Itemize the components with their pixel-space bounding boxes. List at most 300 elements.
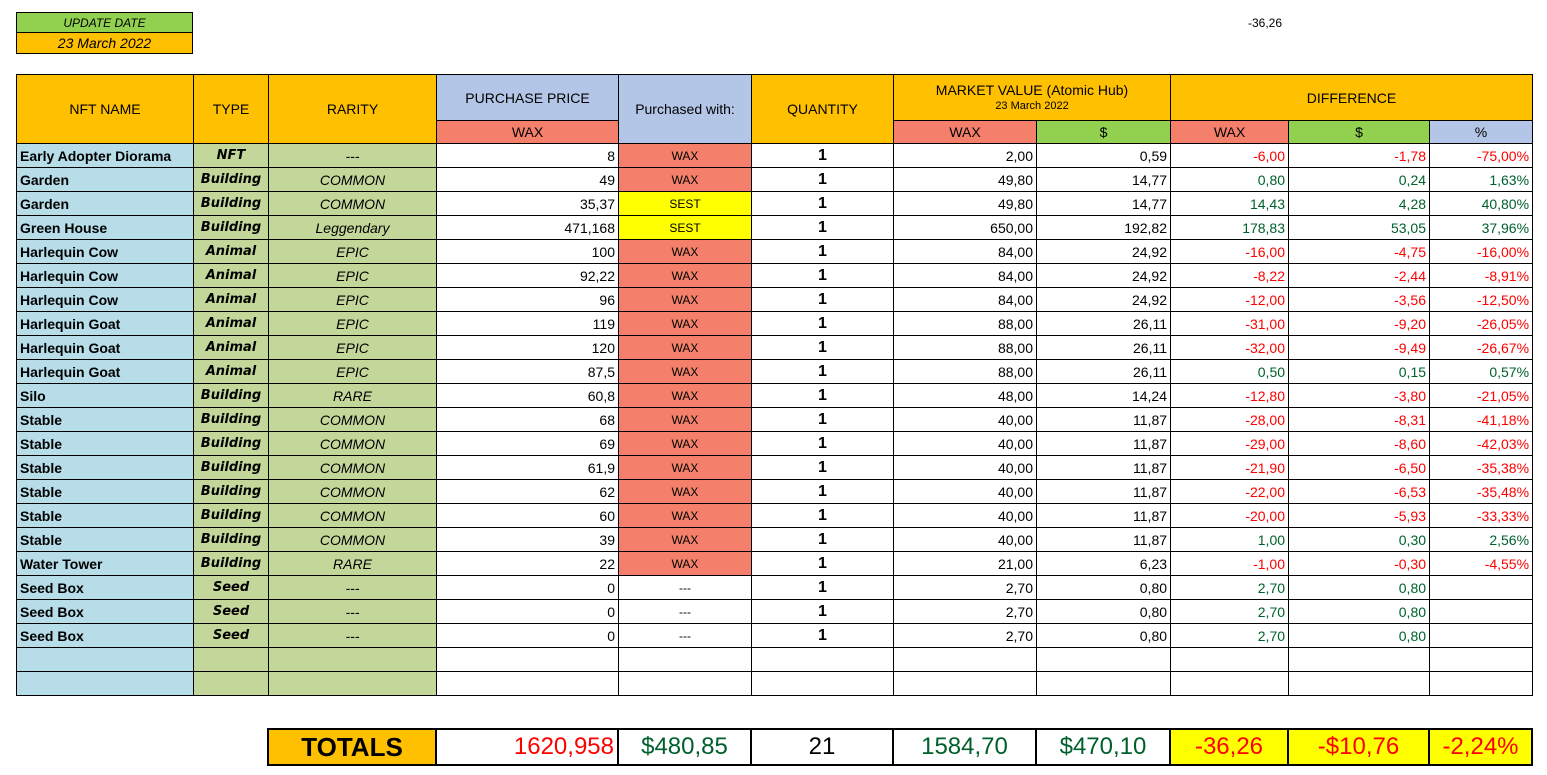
diff-wax-cell[interactable]: -16,00 [1171, 240, 1289, 264]
market-value-usd-cell[interactable]: 11,87 [1037, 504, 1171, 528]
quantity-cell[interactable]: 1 [752, 192, 894, 216]
purchased-with-cell[interactable]: WAX [619, 144, 752, 168]
purchase-price-cell[interactable]: 62 [437, 480, 619, 504]
header-diff-wax[interactable]: WAX [1171, 121, 1289, 144]
rarity-cell[interactable]: COMMON [269, 408, 437, 432]
table-row [17, 288, 1533, 312]
market-value-wax-cell[interactable]: 2,70 [894, 576, 1037, 600]
diff-wax-cell[interactable]: -20,00 [1171, 504, 1289, 528]
diff-wax-cell[interactable]: 14,43 [1171, 192, 1289, 216]
nft-name-cell[interactable]: Harlequin Cow [17, 288, 194, 312]
empty-cell[interactable] [1430, 648, 1533, 672]
rarity-cell[interactable]: EPIC [269, 264, 437, 288]
rarity-cell[interactable]: --- [269, 576, 437, 600]
purchased-with-cell[interactable]: WAX [619, 336, 752, 360]
diff-pct-cell[interactable]: -26,05% [1430, 312, 1533, 336]
market-value-wax-cell[interactable]: 40,00 [894, 504, 1037, 528]
totals-mv-usd[interactable]: $470,10 [1036, 729, 1170, 765]
type-cell[interactable]: Seed [194, 600, 269, 624]
type-cell[interactable]: Animal [194, 312, 269, 336]
quantity-cell[interactable]: 1 [752, 360, 894, 384]
diff-pct-cell[interactable]: -8,91% [1430, 264, 1533, 288]
empty-cell[interactable] [894, 672, 1037, 696]
market-value-wax-cell[interactable]: 650,00 [894, 216, 1037, 240]
header-diff-usd[interactable]: $ [1289, 121, 1430, 144]
diff-wax-cell[interactable]: 2,70 [1171, 576, 1289, 600]
diff-usd-cell[interactable]: -9,20 [1289, 312, 1430, 336]
rarity-cell[interactable]: COMMON [269, 192, 437, 216]
diff-wax-cell[interactable]: -8,22 [1171, 264, 1289, 288]
purchased-with-cell[interactable]: --- [619, 600, 752, 624]
purchased-with-cell[interactable]: WAX [619, 480, 752, 504]
totals-price-wax[interactable]: 1620,958 [436, 729, 618, 765]
empty-cell[interactable] [1037, 672, 1171, 696]
purchased-with-cell[interactable]: WAX [619, 408, 752, 432]
nft-name-cell[interactable]: Stable [17, 480, 194, 504]
diff-pct-cell[interactable]: 40,80% [1430, 192, 1533, 216]
diff-pct-cell[interactable]: 1,63% [1430, 168, 1533, 192]
nft-name-cell[interactable]: Stable [17, 528, 194, 552]
quantity-cell[interactable]: 1 [752, 216, 894, 240]
type-cell[interactable]: Seed [194, 576, 269, 600]
diff-wax-cell[interactable]: 0,50 [1171, 360, 1289, 384]
diff-pct-cell[interactable]: -41,18% [1430, 408, 1533, 432]
purchase-price-cell[interactable]: 22 [437, 552, 619, 576]
purchase-price-cell[interactable]: 119 [437, 312, 619, 336]
empty-cell[interactable] [17, 672, 194, 696]
diff-wax-cell[interactable]: -12,00 [1171, 288, 1289, 312]
purchase-price-cell[interactable]: 69 [437, 432, 619, 456]
diff-usd-cell[interactable]: -5,93 [1289, 504, 1430, 528]
diff-wax-cell[interactable]: 1,00 [1171, 528, 1289, 552]
update-date-label: UPDATE DATE [16, 12, 193, 33]
market-value-wax-cell[interactable]: 40,00 [894, 456, 1037, 480]
empty-cell[interactable] [194, 672, 269, 696]
diff-pct-cell[interactable]: 0,57% [1430, 360, 1533, 384]
purchase-price-cell[interactable]: 92,22 [437, 264, 619, 288]
nft-name-cell[interactable]: Stable [17, 456, 194, 480]
purchase-price-cell[interactable]: 61,9 [437, 456, 619, 480]
diff-pct-cell[interactable]: -16,00% [1430, 240, 1533, 264]
purchase-price-cell[interactable]: 60,8 [437, 384, 619, 408]
header-mv-wax[interactable]: WAX [894, 121, 1037, 144]
type-cell[interactable]: Building [194, 408, 269, 432]
nft-name-cell[interactable]: Early Adopter Diorama [17, 144, 194, 168]
market-value-wax-cell[interactable]: 40,00 [894, 432, 1037, 456]
purchased-with-cell[interactable]: SEST [619, 192, 752, 216]
quantity-cell[interactable]: 1 [752, 384, 894, 408]
market-value-usd-cell[interactable]: 14,77 [1037, 168, 1171, 192]
diff-usd-cell[interactable]: 0,80 [1289, 576, 1430, 600]
quantity-cell[interactable]: 1 [752, 312, 894, 336]
diff-pct-cell[interactable]: -35,48% [1430, 480, 1533, 504]
market-value-usd-cell[interactable]: 11,87 [1037, 480, 1171, 504]
table-row [17, 456, 1533, 480]
rarity-cell[interactable]: COMMON [269, 168, 437, 192]
diff-pct-cell[interactable]: -12,50% [1430, 288, 1533, 312]
diff-pct-cell[interactable]: -35,38% [1430, 456, 1533, 480]
diff-usd-cell[interactable]: -8,60 [1289, 432, 1430, 456]
empty-cell[interactable] [1289, 648, 1430, 672]
totals-quantity[interactable]: 21 [751, 729, 893, 765]
totals-diff-wax[interactable]: -36,26 [1170, 729, 1288, 765]
table-row [17, 264, 1533, 288]
empty-cell[interactable] [437, 672, 619, 696]
empty-cell[interactable] [1171, 672, 1289, 696]
diff-usd-cell[interactable]: -3,80 [1289, 384, 1430, 408]
market-value-usd-cell[interactable]: 26,11 [1037, 360, 1171, 384]
diff-pct-cell[interactable]: -4,55% [1430, 552, 1533, 576]
diff-pct-cell[interactable] [1430, 600, 1533, 624]
header-row-1 [17, 75, 1533, 121]
nft-name-cell[interactable]: Harlequin Goat [17, 336, 194, 360]
header-difference[interactable]: DIFFERENCE [1171, 75, 1533, 121]
quantity-cell[interactable]: 1 [752, 432, 894, 456]
type-cell[interactable]: Building [194, 480, 269, 504]
corner-value[interactable]: -36,26 [1248, 16, 1283, 30]
diff-usd-cell[interactable]: -1,78 [1289, 144, 1430, 168]
diff-usd-cell[interactable]: -3,56 [1289, 288, 1430, 312]
table-row [17, 168, 1533, 192]
diff-pct-cell[interactable]: -21,05% [1430, 384, 1533, 408]
empty-cell[interactable] [1037, 648, 1171, 672]
purchase-price-cell[interactable]: 100 [437, 240, 619, 264]
type-cell[interactable]: Animal [194, 336, 269, 360]
market-value-wax-cell[interactable]: 88,00 [894, 312, 1037, 336]
market-value-usd-cell[interactable]: 26,11 [1037, 312, 1171, 336]
diff-usd-cell[interactable]: -4,75 [1289, 240, 1430, 264]
totals-price-usd[interactable]: $480,85 [618, 729, 751, 765]
rarity-cell[interactable]: Leggendary [269, 216, 437, 240]
type-cell[interactable]: Building [194, 432, 269, 456]
diff-usd-cell[interactable]: 53,05 [1289, 216, 1430, 240]
empty-cell[interactable] [194, 648, 269, 672]
market-value-wax-cell[interactable]: 40,00 [894, 480, 1037, 504]
diff-pct-cell[interactable] [1430, 624, 1533, 648]
diff-usd-cell[interactable]: 0,15 [1289, 360, 1430, 384]
diff-usd-cell[interactable]: 0,30 [1289, 528, 1430, 552]
diff-wax-cell[interactable]: -1,00 [1171, 552, 1289, 576]
diff-usd-cell[interactable]: 4,28 [1289, 192, 1430, 216]
diff-wax-cell[interactable]: -29,00 [1171, 432, 1289, 456]
purchased-with-cell[interactable]: WAX [619, 360, 752, 384]
diff-usd-cell[interactable]: 0,80 [1289, 624, 1430, 648]
update-date-value[interactable]: 23 March 2022 [16, 33, 193, 54]
nft-name-cell[interactable]: Seed Box [17, 576, 194, 600]
table-row [17, 408, 1533, 432]
nft-name-cell[interactable]: Seed Box [17, 624, 194, 648]
market-value-usd-cell[interactable]: 24,92 [1037, 288, 1171, 312]
diff-pct-cell[interactable]: -33,33% [1430, 504, 1533, 528]
diff-wax-cell[interactable]: -31,00 [1171, 312, 1289, 336]
header-type[interactable]: TYPE [194, 75, 269, 144]
diff-wax-cell[interactable]: 2,70 [1171, 624, 1289, 648]
table-row [17, 624, 1533, 648]
diff-wax-cell[interactable]: 2,70 [1171, 600, 1289, 624]
purchased-with-cell[interactable]: WAX [619, 552, 752, 576]
nft-name-cell[interactable]: Green House [17, 216, 194, 240]
diff-usd-cell[interactable]: -8,31 [1289, 408, 1430, 432]
quantity-cell[interactable]: 1 [752, 288, 894, 312]
diff-usd-cell[interactable]: -2,44 [1289, 264, 1430, 288]
nft-name-cell[interactable]: Stable [17, 504, 194, 528]
diff-usd-cell[interactable]: 0,80 [1289, 600, 1430, 624]
purchase-price-cell[interactable]: 68 [437, 408, 619, 432]
rarity-cell[interactable]: EPIC [269, 288, 437, 312]
market-value-usd-cell[interactable]: 11,87 [1037, 456, 1171, 480]
empty-cell[interactable] [437, 648, 619, 672]
market-value-usd-cell[interactable]: 14,77 [1037, 192, 1171, 216]
header-diff-pct[interactable]: % [1430, 121, 1533, 144]
diff-usd-cell[interactable]: -9,49 [1289, 336, 1430, 360]
type-cell[interactable]: Building [194, 384, 269, 408]
purchase-price-cell[interactable]: 0 [437, 624, 619, 648]
diff-wax-cell[interactable]: -21,90 [1171, 456, 1289, 480]
purchased-with-cell[interactable]: WAX [619, 168, 752, 192]
table-row [17, 144, 1533, 168]
type-cell[interactable]: Animal [194, 360, 269, 384]
table-row [17, 384, 1533, 408]
nft-name-cell[interactable]: Stable [17, 408, 194, 432]
quantity-cell[interactable]: 1 [752, 168, 894, 192]
diff-usd-cell[interactable]: -6,53 [1289, 480, 1430, 504]
diff-wax-cell[interactable]: 178,83 [1171, 216, 1289, 240]
purchased-with-cell[interactable]: --- [619, 576, 752, 600]
market-value-wax-cell[interactable]: 88,00 [894, 360, 1037, 384]
rarity-cell[interactable]: EPIC [269, 360, 437, 384]
empty-cell[interactable] [894, 648, 1037, 672]
type-cell[interactable]: Building [194, 456, 269, 480]
nft-name-cell[interactable]: Harlequin Goat [17, 360, 194, 384]
header-price-wax[interactable]: WAX [437, 121, 619, 144]
purchased-with-cell[interactable]: WAX [619, 432, 752, 456]
empty-cell[interactable] [752, 648, 894, 672]
market-value-wax-cell[interactable]: 49,80 [894, 192, 1037, 216]
table-row [17, 312, 1533, 336]
empty-cell[interactable] [1430, 672, 1533, 696]
quantity-cell[interactable]: 1 [752, 336, 894, 360]
quantity-cell[interactable]: 1 [752, 264, 894, 288]
purchased-with-cell[interactable]: WAX [619, 456, 752, 480]
market-value-wax-cell[interactable]: 84,00 [894, 240, 1037, 264]
header-quantity[interactable]: QUANTITY [752, 75, 894, 144]
rarity-cell[interactable]: --- [269, 144, 437, 168]
market-value-wax-cell[interactable]: 48,00 [894, 384, 1037, 408]
purchase-price-cell[interactable]: 60 [437, 504, 619, 528]
purchased-with-cell[interactable]: WAX [619, 384, 752, 408]
diff-usd-cell[interactable]: -6,50 [1289, 456, 1430, 480]
quantity-cell[interactable]: 1 [752, 552, 894, 576]
nft-name-cell[interactable]: Garden [17, 168, 194, 192]
purchased-with-cell[interactable]: WAX [619, 528, 752, 552]
header-nft-name[interactable]: NFT NAME [17, 75, 194, 144]
rarity-cell[interactable]: COMMON [269, 528, 437, 552]
table-row [17, 576, 1533, 600]
rarity-cell[interactable]: --- [269, 600, 437, 624]
quantity-cell[interactable]: 1 [752, 504, 894, 528]
market-value-title: MARKET VALUE (Atomic Hub) [935, 81, 1129, 98]
purchased-with-cell[interactable]: SEST [619, 216, 752, 240]
market-value-usd-cell[interactable]: 0,59 [1037, 144, 1171, 168]
nft-name-cell[interactable]: Harlequin Cow [17, 240, 194, 264]
market-value-wax-cell[interactable]: 84,00 [894, 288, 1037, 312]
diff-wax-cell[interactable]: 0,80 [1171, 168, 1289, 192]
market-value-usd-cell[interactable]: 11,87 [1037, 528, 1171, 552]
empty-cell[interactable] [1171, 648, 1289, 672]
quantity-cell[interactable]: 1 [752, 576, 894, 600]
diff-pct-cell[interactable]: -26,67% [1430, 336, 1533, 360]
purchase-price-cell[interactable]: 0 [437, 600, 619, 624]
purchase-price-cell[interactable]: 87,5 [437, 360, 619, 384]
rarity-cell[interactable]: EPIC [269, 240, 437, 264]
totals-label[interactable]: TOTALS [268, 729, 436, 765]
market-value-wax-cell[interactable]: 2,70 [894, 600, 1037, 624]
diff-wax-cell[interactable]: -32,00 [1171, 336, 1289, 360]
nft-name-cell[interactable]: Garden [17, 192, 194, 216]
diff-pct-cell[interactable]: -42,03% [1430, 432, 1533, 456]
diff-wax-cell[interactable]: -12,80 [1171, 384, 1289, 408]
purchase-price-cell[interactable]: 120 [437, 336, 619, 360]
empty-cell[interactable] [269, 672, 437, 696]
header-market-value[interactable] [894, 75, 1171, 121]
type-cell[interactable]: Seed [194, 624, 269, 648]
nft-name-cell[interactable]: Seed Box [17, 600, 194, 624]
market-value-usd-cell[interactable]: 14,24 [1037, 384, 1171, 408]
purchase-price-cell[interactable]: 96 [437, 288, 619, 312]
empty-cell[interactable] [269, 648, 437, 672]
rarity-cell[interactable]: COMMON [269, 504, 437, 528]
table-row [17, 480, 1533, 504]
nft-name-cell[interactable]: Harlequin Cow [17, 264, 194, 288]
rarity-cell[interactable]: --- [269, 624, 437, 648]
market-value-wax-cell[interactable]: 88,00 [894, 336, 1037, 360]
purchased-with-cell[interactable]: WAX [619, 240, 752, 264]
diff-usd-cell[interactable]: -0,30 [1289, 552, 1430, 576]
nft-name-cell[interactable]: Silo [17, 384, 194, 408]
market-value-wax-cell[interactable]: 84,00 [894, 264, 1037, 288]
empty-row [17, 672, 1533, 696]
purchased-with-cell[interactable]: WAX [619, 312, 752, 336]
empty-cell[interactable] [17, 648, 194, 672]
nft-table [16, 74, 1533, 696]
type-cell[interactable]: Animal [194, 288, 269, 312]
type-cell[interactable]: Building [194, 552, 269, 576]
market-value-usd-cell[interactable]: 0,80 [1037, 600, 1171, 624]
table-row [17, 240, 1533, 264]
market-value-wax-cell[interactable]: 49,80 [894, 168, 1037, 192]
type-cell[interactable]: Animal [194, 240, 269, 264]
diff-wax-cell[interactable]: -6,00 [1171, 144, 1289, 168]
empty-cell[interactable] [619, 672, 752, 696]
quantity-cell[interactable]: 1 [752, 240, 894, 264]
diff-pct-cell[interactable]: -75,00% [1430, 144, 1533, 168]
empty-cell[interactable] [752, 672, 894, 696]
purchased-with-cell[interactable]: WAX [619, 288, 752, 312]
purchased-with-cell[interactable]: --- [619, 624, 752, 648]
quantity-cell[interactable]: 1 [752, 480, 894, 504]
empty-cell[interactable] [1289, 672, 1430, 696]
table-row [17, 192, 1533, 216]
market-value-usd-cell[interactable]: 192,82 [1037, 216, 1171, 240]
market-value-usd-cell[interactable]: 11,87 [1037, 432, 1171, 456]
nft-name-cell[interactable]: Water Tower [17, 552, 194, 576]
empty-cell[interactable] [619, 648, 752, 672]
diff-wax-cell[interactable]: -22,00 [1171, 480, 1289, 504]
empty-row [17, 648, 1533, 672]
market-value-usd-cell[interactable]: 0,80 [1037, 624, 1171, 648]
purchased-with-cell[interactable]: WAX [619, 264, 752, 288]
market-value-wax-cell[interactable]: 40,00 [894, 408, 1037, 432]
header-mv-usd[interactable]: $ [1037, 121, 1171, 144]
quantity-cell[interactable]: 1 [752, 528, 894, 552]
totals-diff-usd[interactable]: -$10,76 [1288, 729, 1429, 765]
type-cell[interactable]: Building [194, 216, 269, 240]
totals-mv-wax[interactable]: 1584,70 [893, 729, 1036, 765]
quantity-cell[interactable]: 1 [752, 144, 894, 168]
rarity-cell[interactable]: EPIC [269, 312, 437, 336]
diff-usd-cell[interactable]: 0,24 [1289, 168, 1430, 192]
type-cell[interactable]: Building [194, 504, 269, 528]
totals-diff-pct[interactable]: -2,24% [1429, 729, 1532, 765]
market-value-usd-cell[interactable]: 24,92 [1037, 264, 1171, 288]
rarity-cell[interactable]: EPIC [269, 336, 437, 360]
type-cell[interactable]: Animal [194, 264, 269, 288]
market-value-usd-cell[interactable]: 6,23 [1037, 552, 1171, 576]
quantity-cell[interactable]: 1 [752, 408, 894, 432]
table-row [17, 552, 1533, 576]
purchase-price-cell[interactable]: 39 [437, 528, 619, 552]
diff-pct-cell[interactable]: 37,96% [1430, 216, 1533, 240]
rarity-cell[interactable]: COMMON [269, 432, 437, 456]
market-value-usd-cell[interactable]: 11,87 [1037, 408, 1171, 432]
purchase-price-cell[interactable]: 35,37 [437, 192, 619, 216]
market-value-wax-cell[interactable]: 2,00 [894, 144, 1037, 168]
rarity-cell[interactable]: RARE [269, 384, 437, 408]
market-value-usd-cell[interactable]: 0,80 [1037, 576, 1171, 600]
quantity-cell[interactable]: 1 [752, 456, 894, 480]
diff-wax-cell[interactable]: -28,00 [1171, 408, 1289, 432]
type-cell[interactable]: Building [194, 168, 269, 192]
purchase-price-cell[interactable]: 8 [437, 144, 619, 168]
table-row [17, 216, 1533, 240]
purchase-price-cell[interactable]: 0 [437, 576, 619, 600]
nft-name-cell[interactable]: Stable [17, 432, 194, 456]
nft-name-cell[interactable]: Harlequin Goat [17, 312, 194, 336]
rarity-cell[interactable]: RARE [269, 552, 437, 576]
rarity-cell[interactable]: COMMON [269, 456, 437, 480]
diff-pct-cell[interactable]: 2,56% [1430, 528, 1533, 552]
purchase-price-cell[interactable]: 49 [437, 168, 619, 192]
market-value-wax-cell[interactable]: 40,00 [894, 528, 1037, 552]
table-row [17, 600, 1533, 624]
market-value-usd-cell[interactable]: 26,11 [1037, 336, 1171, 360]
diff-pct-cell[interactable] [1430, 576, 1533, 600]
market-value-wax-cell[interactable]: 2,70 [894, 624, 1037, 648]
type-cell[interactable]: Building [194, 528, 269, 552]
market-value-usd-cell[interactable]: 24,92 [1037, 240, 1171, 264]
type-cell[interactable]: NFT [194, 144, 269, 168]
quantity-cell[interactable]: 1 [752, 600, 894, 624]
header-purchased-with[interactable]: Purchased with: [619, 75, 752, 144]
header-rarity[interactable]: RARITY [269, 75, 437, 144]
quantity-cell[interactable]: 1 [752, 624, 894, 648]
header-purchase-price[interactable]: PURCHASE PRICE [437, 75, 619, 121]
rarity-cell[interactable]: COMMON [269, 480, 437, 504]
purchase-price-cell[interactable]: 471,168 [437, 216, 619, 240]
purchased-with-cell[interactable]: WAX [619, 504, 752, 528]
market-value-wax-cell[interactable]: 21,00 [894, 552, 1037, 576]
type-cell[interactable]: Building [194, 192, 269, 216]
